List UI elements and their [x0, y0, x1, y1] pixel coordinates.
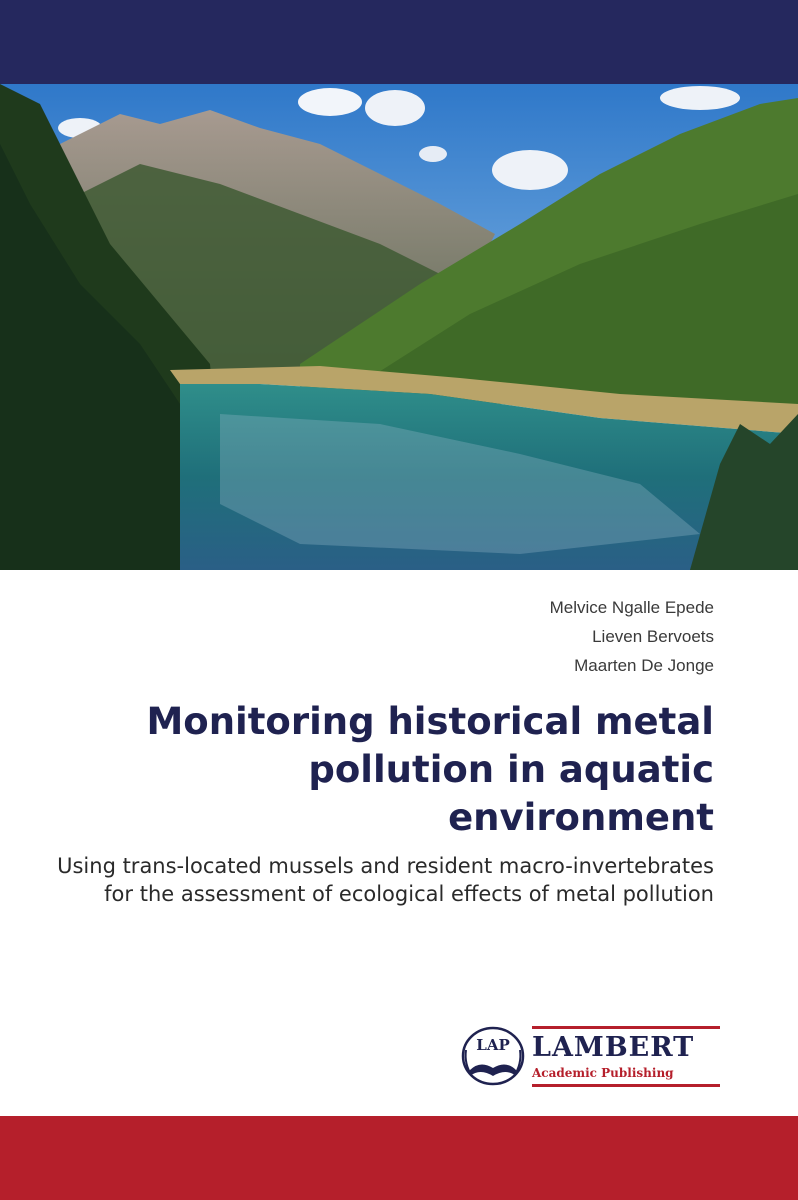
cover-photo — [0, 84, 798, 570]
publisher-name: LAMBERT — [532, 1032, 695, 1063]
publisher-tagline: Academic Publishing — [532, 1066, 674, 1080]
book-subtitle: Using trans-located mussels and resident macro-invertebrates for the assessment of ecological effects of metal pollution — [57, 854, 714, 906]
author-name: Lieven Bervoets — [592, 627, 714, 646]
publisher-logo — [458, 1020, 720, 1088]
author-list — [550, 593, 714, 680]
publisher-rule-bottom — [532, 1084, 720, 1087]
top-color-band — [0, 0, 798, 84]
lap-emblem-icon — [458, 1020, 528, 1088]
book-title: Monitoring historical metal pollution in aquatic environment — [146, 700, 714, 839]
author-name: Melvice Ngalle Epede — [549, 598, 714, 617]
bottom-color-band — [0, 1116, 798, 1200]
publisher-wordmark — [532, 1026, 720, 1087]
publisher-rule-top — [532, 1026, 720, 1029]
author-name: Maarten De Jonge — [574, 656, 714, 675]
lap-emblem-text: LAP — [476, 1036, 510, 1054]
